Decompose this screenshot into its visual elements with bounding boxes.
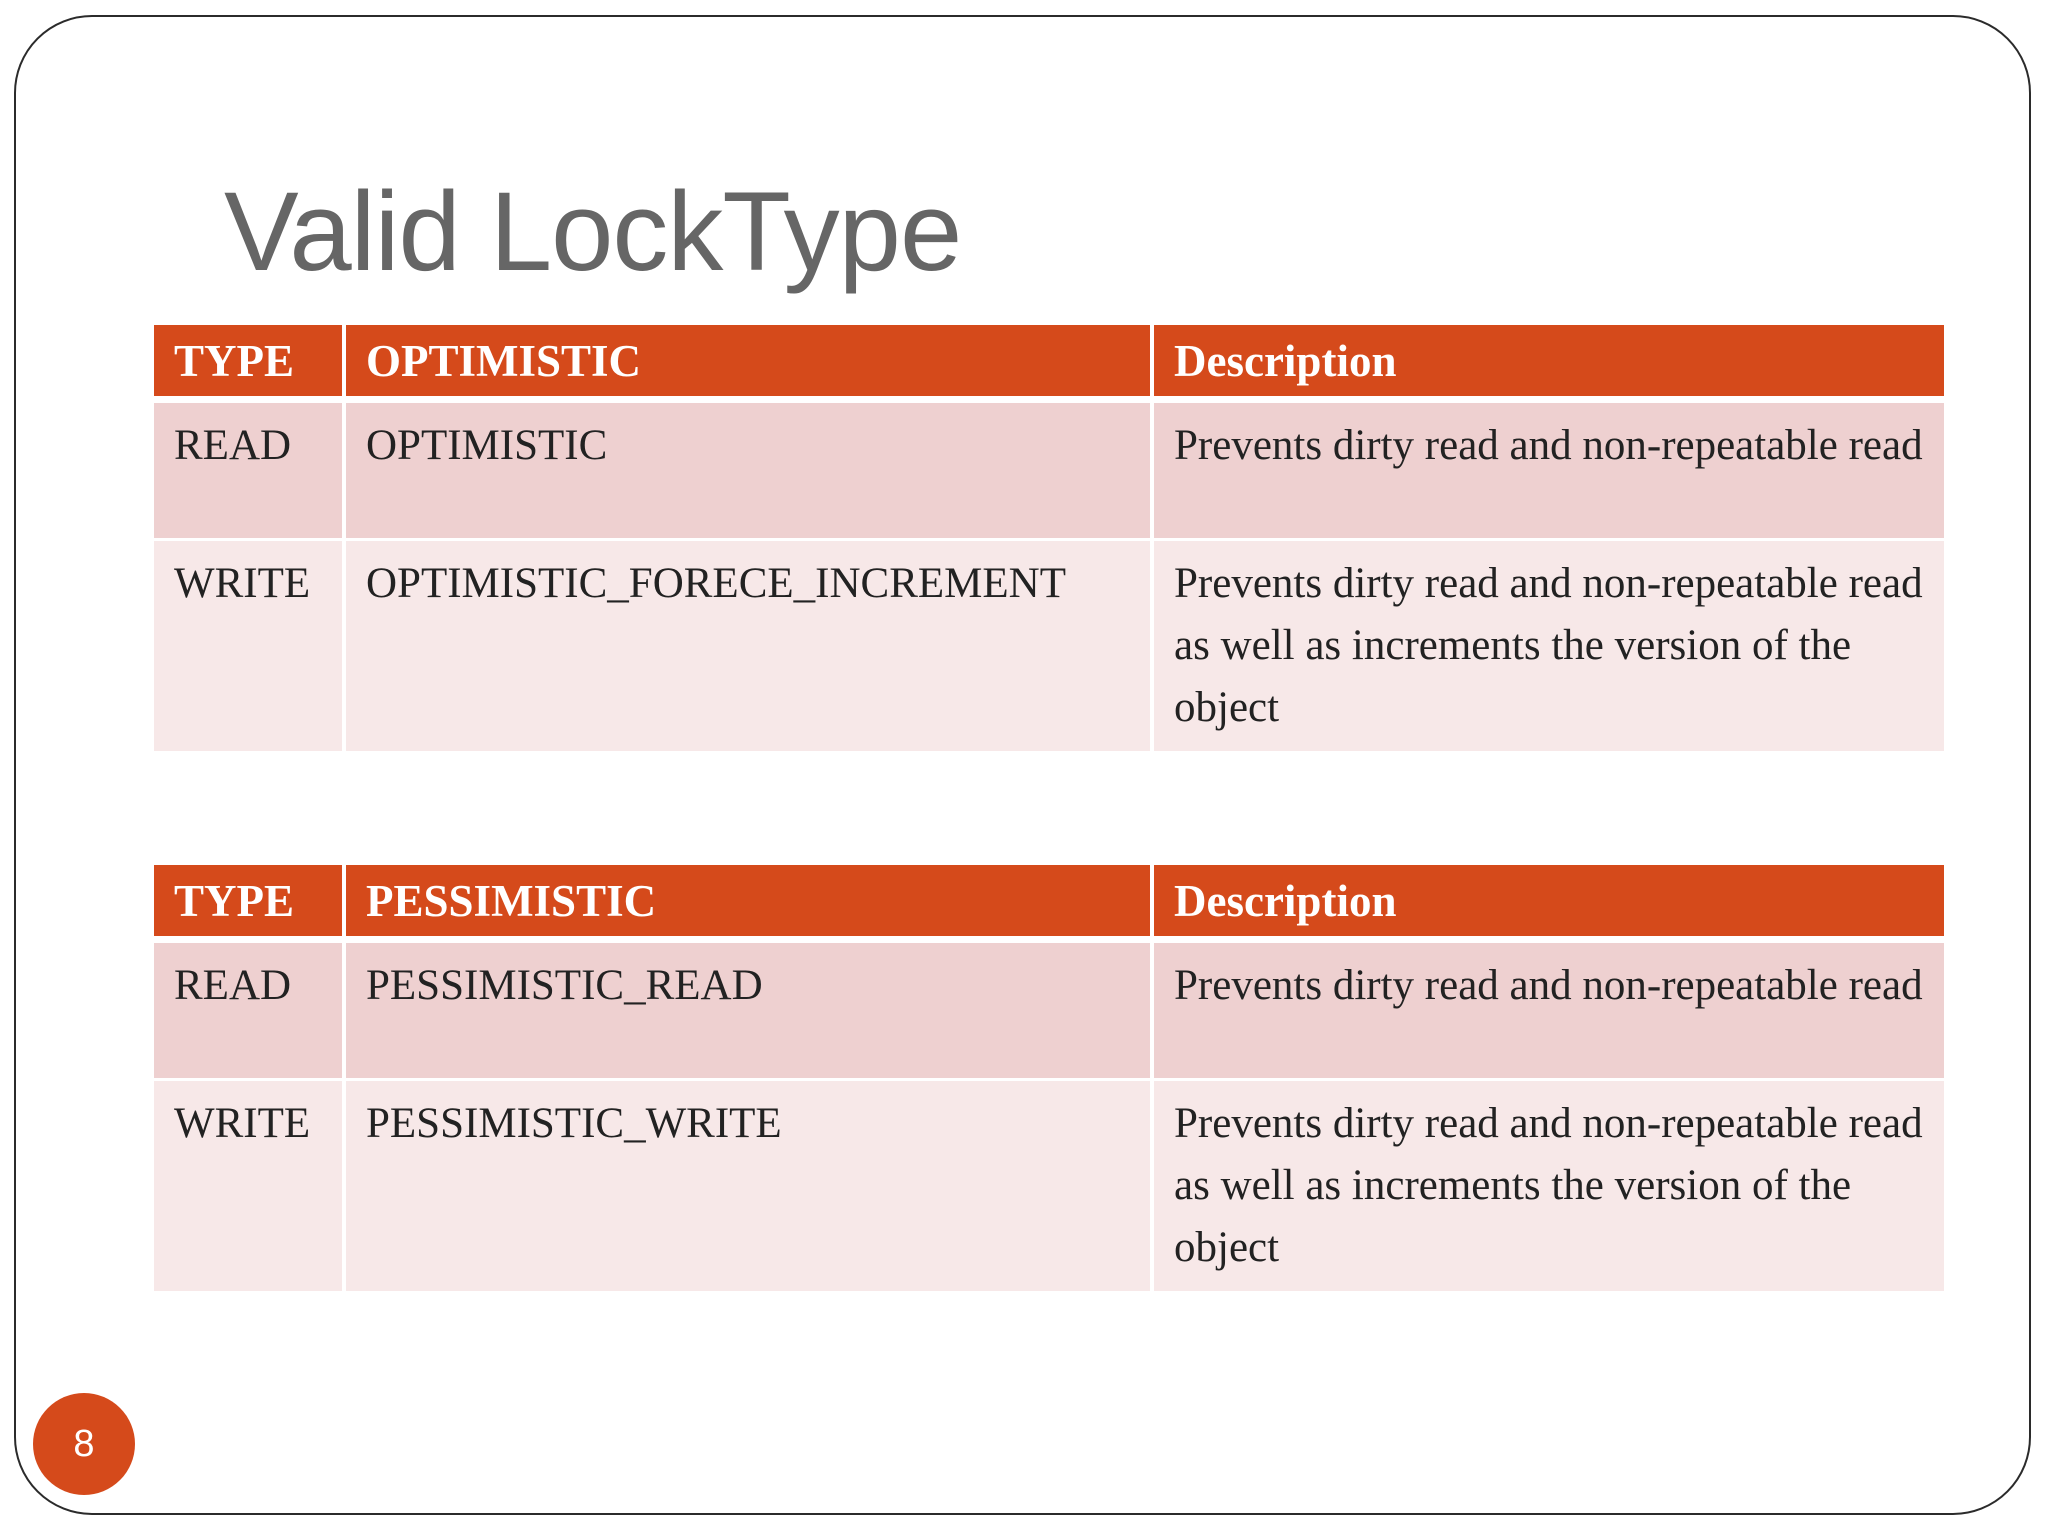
header-description: Description — [1154, 865, 1944, 943]
cell-lock-mode: PESSIMISTIC_READ — [346, 943, 1154, 1081]
pessimistic-lock-table — [154, 865, 1944, 1294]
cell-type: WRITE — [154, 541, 346, 754]
header-optimistic: OPTIMISTIC — [346, 325, 1154, 403]
cell-description: Prevents dirty read and non-repeatable read — [1154, 403, 1944, 541]
header-type: TYPE — [154, 325, 346, 403]
cell-lock-mode: OPTIMISTIC — [346, 403, 1154, 541]
slide-title: Valid LockType — [224, 169, 962, 294]
table-row — [154, 403, 1944, 541]
page-number-badge: 8 — [33, 1393, 135, 1495]
cell-description: Prevents dirty read and non-repeatable read as well as increments the version of the object — [1154, 1081, 1944, 1294]
cell-type: READ — [154, 403, 346, 541]
header-pessimistic: PESSIMISTIC — [346, 865, 1154, 943]
table-row — [154, 541, 1944, 754]
table-row — [154, 943, 1944, 1081]
header-description: Description — [1154, 325, 1944, 403]
cell-type: READ — [154, 943, 346, 1081]
cell-description: Prevents dirty read and non-repeatable read as well as increments the version of the object — [1154, 541, 1944, 754]
table-header-row — [154, 865, 1944, 943]
optimistic-lock-table — [154, 325, 1944, 754]
cell-lock-mode: PESSIMISTIC_WRITE — [346, 1081, 1154, 1294]
table-header-row — [154, 325, 1944, 403]
header-type: TYPE — [154, 865, 346, 943]
table-row — [154, 1081, 1944, 1294]
cell-type: WRITE — [154, 1081, 346, 1294]
cell-description: Prevents dirty read and non-repeatable read — [1154, 943, 1944, 1081]
cell-lock-mode: OPTIMISTIC_FORECE_INCREMENT — [346, 541, 1154, 754]
